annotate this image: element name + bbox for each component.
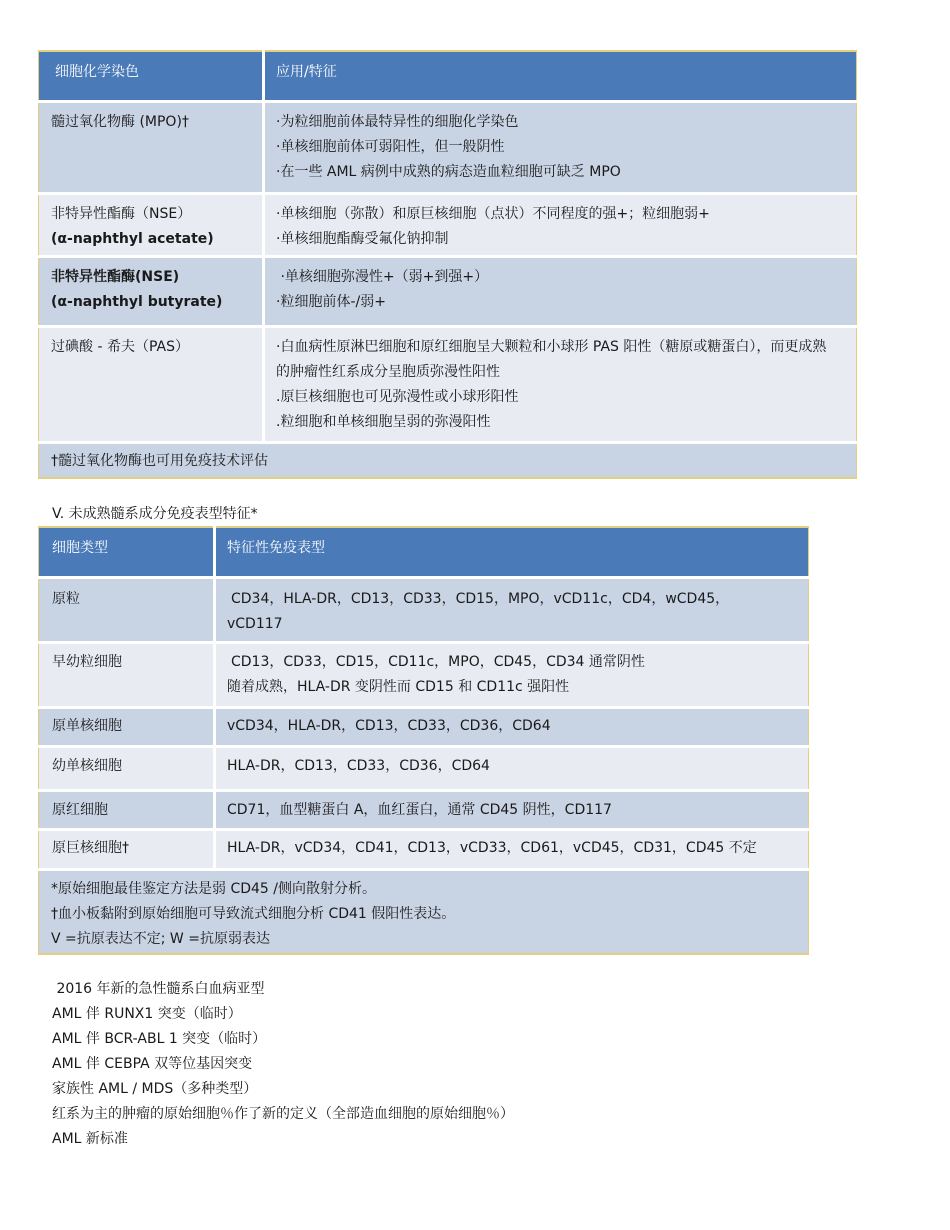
table-row xyxy=(39,256,857,326)
phenotype: vCD34，HLA-DR，CD13，CD33，CD36，CD64 xyxy=(215,707,809,746)
phenotype: CD71，血型糖蛋白 A，血红蛋白，通常 CD45 阴性，CD117 xyxy=(215,790,809,829)
table-footnote-row xyxy=(39,869,809,954)
table-footnote: †髓过氧化物酶也可用免疫技术评估 xyxy=(39,442,857,478)
stain-features: ·单核细胞弥漫性+（弱+到强+） ·粒细胞前体-/弱+ xyxy=(264,256,857,326)
phenotype: HLA-DR，vCD34，CD41，CD13，vCD33，CD61，vCD45，CD31，CD45 不定 xyxy=(215,829,809,869)
stain-name: 过碘酸 - 希夫（PAS） xyxy=(39,326,264,442)
table-header-row xyxy=(39,527,809,577)
table-row xyxy=(39,746,809,790)
table-row xyxy=(39,707,809,746)
list-item: 红系为主的肿瘤的原始细胞％作了新的定义（全部造血细胞的原始细胞％） xyxy=(52,1106,514,1122)
header-cell-type: 细胞类型 xyxy=(39,527,215,577)
table-header-row xyxy=(39,51,857,101)
cytochemistry-table xyxy=(38,50,857,479)
immunophenotype-table xyxy=(38,526,809,955)
cell-type: 原粒 xyxy=(39,577,215,642)
table-footnotes: *原始细胞最佳鉴定方法是弱 CD45 /侧向散射分析。 †血小板黏附到原始细胞可导致流式细胞分析 CD41 假阳性表达。 V =抗原表达不定; W =抗原弱表达 xyxy=(39,869,809,954)
table-row xyxy=(39,326,857,442)
stain-features: ·白血病性原淋巴细胞和原红细胞呈大颗粒和小球形 PAS 阳性（糖原或糖蛋白），而更成熟的肿瘤性红系成分呈胞质弥漫性阳性 .原巨核细胞也可见弥漫性或小球形阳性 .粒细胞和单核细胞呈弱的弥漫阳性 xyxy=(264,326,857,442)
cell-type: 幼单核细胞 xyxy=(39,746,215,790)
stain-name: 非特异性酯酶(NSE) (α-naphthyl butyrate) xyxy=(39,256,264,326)
cell-type: 早幼粒细胞 xyxy=(39,642,215,707)
stain-features: ·单核细胞（弥散）和原巨核细胞（点状）不同程度的强+；粒细胞弱+ ·单核细胞酯酶受氟化钠抑制 xyxy=(264,193,857,256)
notes-heading: 2016 年新的急性髓系白血病亚型 xyxy=(52,981,265,997)
list-item: AML 伴 RUNX1 突变（临时） xyxy=(52,1006,242,1022)
phenotype: HLA-DR，CD13，CD33，CD36，CD64 xyxy=(215,746,809,790)
list-item: AML 伴 CEBPA 双等位基因突变 xyxy=(52,1056,253,1072)
stain-features: ·为粒细胞前体最特异性的细胞化学染色 ·单核细胞前体可弱阳性，但一般阴性 ·在一些 AML 病例中成熟的病态造血粒细胞可缺乏 MPO xyxy=(264,101,857,193)
phenotype: CD13，CD33，CD15，CD11c，MPO，CD45，CD34 通常阴性 随着成熟，HLA-DR 变阴性而 CD15 和 CD11c 强阳性 xyxy=(215,642,809,707)
cell-type: 原红细胞 xyxy=(39,790,215,829)
table-row xyxy=(39,642,809,707)
table-row xyxy=(39,829,809,869)
header-stain: 细胞化学染色 xyxy=(39,51,264,101)
list-item: 家族性 AML / MDS（多种类型） xyxy=(52,1081,258,1097)
header-feature: 应用/特征 xyxy=(264,51,857,101)
list-item: AML 伴 BCR-ABL 1 突变（临时） xyxy=(52,1031,267,1047)
table-row xyxy=(39,577,809,642)
list-item: AML 新标准 xyxy=(52,1131,128,1147)
immunophenotype-title: V. 未成熟髓系成分免疫表型特征* xyxy=(52,506,258,522)
cell-type: 原单核细胞 xyxy=(39,707,215,746)
table-footnote-row xyxy=(39,442,857,478)
table-row xyxy=(39,101,857,193)
cell-type: 原巨核细胞† xyxy=(39,829,215,869)
header-phenotype: 特征性免疫表型 xyxy=(215,527,809,577)
phenotype: CD34，HLA-DR，CD13，CD33，CD15，MPO，vCD11c，CD4，wCD45， vCD117 xyxy=(215,577,809,642)
table-row xyxy=(39,193,857,256)
aml-subtype-notes xyxy=(52,977,514,1152)
stain-name: 非特异性酯酶（NSE） (α-naphthyl acetate) xyxy=(39,193,264,256)
stain-name: 髓过氧化物酶 (MPO)† xyxy=(39,101,264,193)
table-row xyxy=(39,790,809,829)
